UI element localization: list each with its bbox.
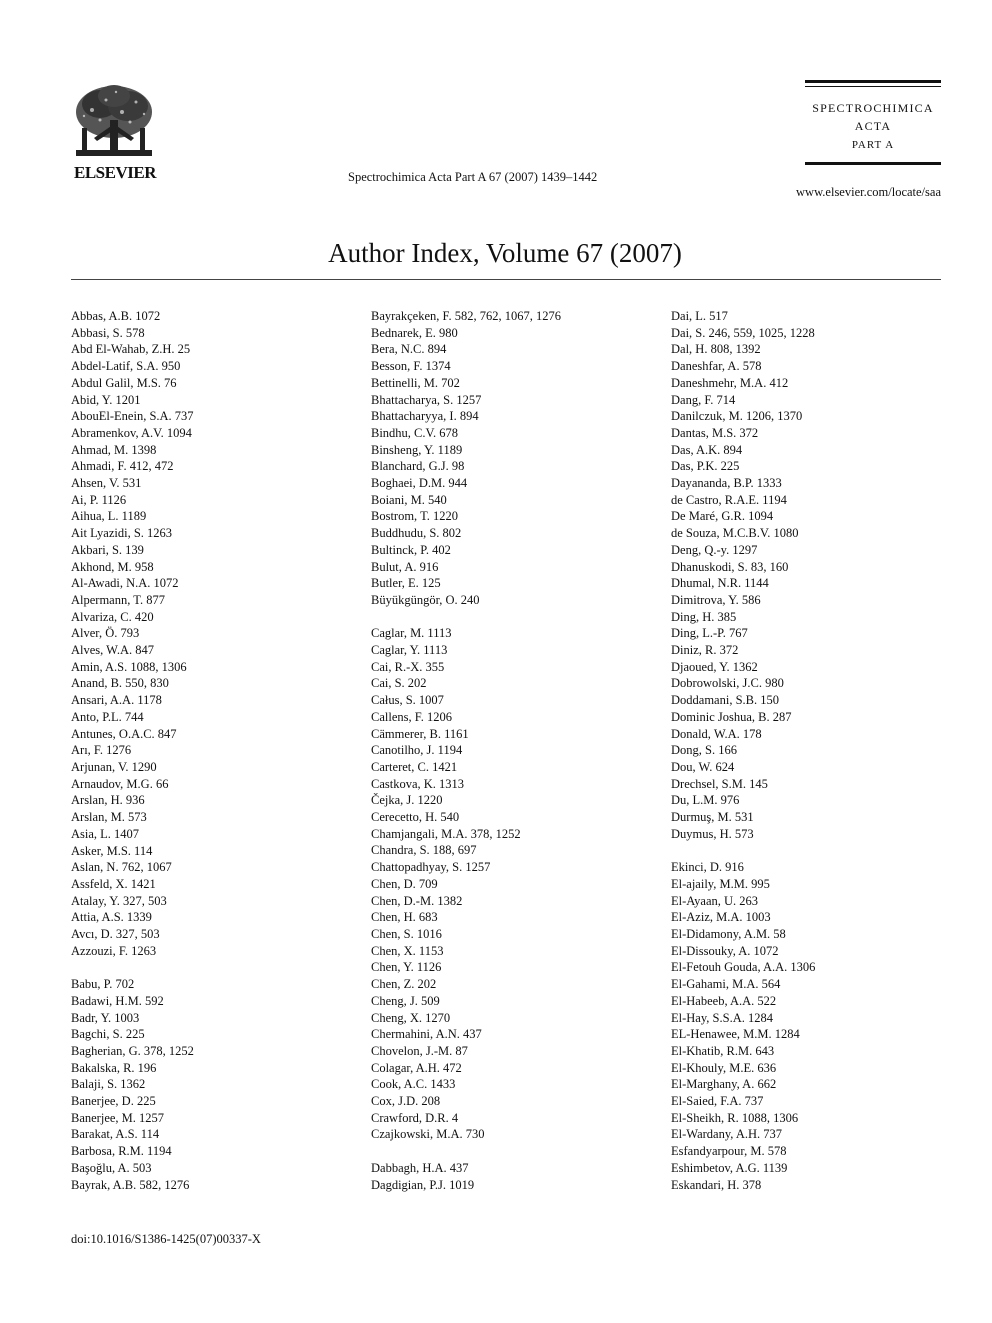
author-entry: Alpermann, T. 877 [71, 592, 165, 607]
journal-name [805, 99, 941, 135]
author-entry: Dai, S. 246, 559, 1025, 1228 [671, 325, 815, 340]
author-entry: Blanchard, G.J. 98 [371, 459, 465, 474]
author-entry: Cox, J.D. 208 [371, 1094, 441, 1109]
author-entry: Cai, R.-X. 355 [371, 659, 445, 674]
author-entry: Carteret, C. 1421 [371, 759, 458, 774]
author-entry: Ahmadi, F. 412, 472 [71, 459, 174, 474]
author-index-column-2 [371, 308, 661, 1193]
author-entry: Banerjee, D. 225 [71, 1094, 156, 1109]
author-entry: El-Habeeb, A.A. 522 [671, 993, 777, 1008]
author-entry: Daneshfar, A. 578 [671, 359, 762, 374]
masthead-rule [805, 86, 941, 87]
author-entry: Diniz, R. 372 [671, 643, 739, 658]
author-entry: Canotilho, J. 1194 [371, 743, 463, 758]
author-entry: Čejka, J. 1220 [371, 793, 443, 808]
author-entry: AbouEl-Enein, S.A. 737 [71, 409, 194, 424]
author-entry: Ansari, A.A. 1178 [71, 693, 162, 708]
author-entry: Eskandari, H. 378 [671, 1177, 762, 1192]
author-entry: de Souza, M.C.B.V. 1080 [671, 526, 799, 541]
author-entry: El-Ayaan, U. 263 [671, 893, 759, 908]
author-entry: El-Sheikh, R. 1088, 1306 [671, 1110, 799, 1125]
author-entry: Balaji, S. 1362 [71, 1077, 146, 1092]
author-entry: Dimitrova, Y. 586 [671, 592, 761, 607]
author-entry: Alver, Ö. 793 [71, 626, 140, 641]
author-entry: Ai, P. 1126 [71, 492, 127, 507]
author-entry: Alvariza, C. 420 [71, 609, 154, 624]
author-entry: Chen, X. 1153 [371, 943, 444, 958]
author-entry: Badr, Y. 1003 [71, 1010, 140, 1025]
author-entry: Deng, Q.-y. 1297 [671, 542, 758, 557]
author-entry: Abdel-Latif, S.A. 950 [71, 359, 181, 374]
author-entry: Bindhu, C.V. 678 [371, 425, 458, 440]
doi-link[interactable]: doi:10.1016/S1386-1425(07)00337-X [71, 1232, 261, 1246]
author-entry: Asia, L. 1407 [71, 826, 140, 841]
author-entry: Binsheng, Y. 1189 [371, 442, 463, 457]
author-index-column-3 [671, 308, 961, 1193]
author-entry: Anto, P.L. 744 [71, 709, 144, 724]
author-entry: Ahmad, M. 1398 [71, 442, 157, 457]
author-entry: Chandra, S. 188, 697 [371, 843, 477, 858]
author-entry: El-Marghany, A. 662 [671, 1077, 777, 1092]
author-entry: Eshimbetov, A.G. 1139 [671, 1160, 788, 1175]
page-title: Author Index, Volume 67 (2007) [328, 238, 682, 268]
author-entry: Cook, A.C. 1433 [371, 1077, 456, 1092]
author-entry: Anand, B. 550, 830 [71, 676, 169, 691]
author-entry: Abbasi, S. 578 [71, 325, 145, 340]
author-entry: Dagdigian, P.J. 1019 [371, 1177, 475, 1192]
author-entry: Cämmerer, B. 1161 [371, 726, 469, 741]
author-entry: Chen, H. 683 [371, 910, 438, 925]
author-entry: Dhanuskodi, S. 83, 160 [671, 559, 789, 574]
author-entry: El-Dissouky, A. 1072 [671, 943, 779, 958]
author-entry: Chen, Y. 1126 [371, 960, 442, 975]
author-entry: Duymus, H. 573 [671, 826, 754, 841]
author-entry: Asker, M.S. 114 [71, 843, 153, 858]
journal-name-line: ACTA [854, 119, 892, 133]
author-entry: Ahsen, V. 531 [71, 476, 142, 491]
author-entry: Buddhudu, S. 802 [371, 526, 462, 541]
author-entry: Daneshmehr, M.A. 412 [671, 375, 789, 390]
author-entry: Amin, A.S. 1088, 1306 [71, 659, 187, 674]
author-entry: Dai, L. 517 [671, 309, 728, 323]
author-entry: Arslan, M. 573 [71, 810, 147, 825]
author-entry: Atalay, Y. 327, 503 [71, 893, 167, 908]
author-entry: Ait Lyazidi, S. 1263 [71, 526, 173, 541]
author-entry: Aihua, L. 1189 [71, 509, 147, 524]
author-entry: Avcı, D. 327, 503 [71, 927, 160, 942]
author-entry: Dabbagh, H.A. 437 [371, 1160, 469, 1175]
author-entry: Esfandyarpour, M. 578 [671, 1144, 787, 1159]
author-entry: Abramenkov, A.V. 1094 [71, 425, 192, 440]
author-entry: Arjunan, V. 1290 [71, 759, 157, 774]
author-entry: Caglar, M. 1113 [371, 626, 452, 641]
author-entry: Bera, N.C. 894 [371, 342, 447, 357]
author-entry: Bayrakçeken, F. 582, 762, 1067, 1276 [371, 309, 561, 323]
journal-citation: Spectrochimica Acta Part A 67 (2007) 1439–1442 [348, 170, 598, 184]
author-entry: Dou, W. 624 [671, 759, 735, 774]
author-entry: Ekinci, D. 916 [671, 860, 744, 875]
author-entry: Caglar, Y. 1113 [371, 643, 448, 658]
author-entry: Djaoued, Y. 1362 [671, 659, 758, 674]
author-entry: Bednarek, E. 980 [371, 325, 458, 340]
journal-part: PART A [851, 139, 895, 151]
author-entry: Assfeld, X. 1421 [71, 876, 156, 891]
author-entry: Crawford, D.R. 4 [371, 1110, 459, 1125]
author-entry: Dhumal, N.R. 1144 [671, 576, 769, 591]
author-entry: Chattopadhyay, S. 1257 [371, 860, 491, 875]
author-entry: Başoğlu, A. 503 [71, 1160, 152, 1175]
masthead-rule [805, 162, 941, 165]
author-entry: Bhattacharya, S. 1257 [371, 392, 482, 407]
title-divider [71, 279, 941, 280]
author-entry: Barbosa, R.M. 1194 [71, 1144, 172, 1159]
author-entry: Chermahini, A.N. 437 [371, 1027, 482, 1042]
author-entry: Arı, F. 1276 [71, 743, 132, 758]
author-entry: Dobrowolski, J.C. 980 [671, 676, 784, 691]
elsevier-logo [66, 82, 164, 182]
author-entry: Bagchi, S. 225 [71, 1027, 145, 1042]
author-entry: Donald, W.A. 178 [671, 726, 762, 741]
author-entry: Bettinelli, M. 702 [371, 375, 460, 390]
author-entry: Chen, S. 1016 [371, 927, 442, 941]
journal-url-link[interactable]: www.elsevier.com/locate/saa [796, 185, 941, 199]
author-index-column-1 [71, 308, 361, 1193]
author-entry: Drechsel, S.M. 145 [671, 776, 768, 791]
author-entry: Castkova, K. 1313 [371, 776, 465, 791]
author-entry: Dong, S. 166 [671, 743, 737, 758]
author-entry: El-Didamony, A.M. 58 [671, 927, 786, 941]
author-entry: Dayananda, B.P. 1333 [671, 476, 782, 491]
author-entry: Colagar, A.H. 472 [371, 1060, 462, 1075]
author-entry: Bulut, A. 916 [371, 559, 439, 574]
author-entry: Chen, D.-M. 1382 [371, 893, 463, 908]
author-entry: Arnaudov, M.G. 66 [71, 776, 169, 791]
author-entry: Abd El-Wahab, Z.H. 25 [71, 342, 191, 357]
author-entry: Dang, F. 714 [671, 392, 736, 407]
author-entry: Bostrom, T. 1220 [371, 509, 459, 524]
author-entry: Chen, Z. 202 [371, 977, 437, 992]
author-entry: Bultinck, P. 402 [371, 542, 451, 557]
author-entry: Das, P.K. 225 [671, 459, 740, 474]
author-entry: El-Saied, F.A. 737 [671, 1094, 764, 1109]
author-entry: El-Fetouh Gouda, A.A. 1306 [671, 960, 816, 975]
author-entry: Antunes, O.A.C. 847 [71, 726, 177, 741]
author-entry: Durmuş, M. 531 [671, 810, 754, 825]
masthead-rule [805, 80, 941, 83]
author-entry: Aslan, N. 762, 1067 [71, 860, 172, 875]
author-entry: Al-Awadi, N.A. 1072 [71, 576, 179, 591]
author-entry: Całus, S. 1007 [371, 693, 444, 708]
author-entry: Bagherian, G. 378, 1252 [71, 1043, 194, 1058]
author-entry: Bhattacharyya, I. 894 [371, 409, 479, 424]
author-entry: Attia, A.S. 1339 [71, 910, 152, 925]
author-entry: Abdul Galil, M.S. 76 [71, 375, 177, 390]
author-entry: Akhond, M. 958 [71, 559, 154, 574]
author-entry: Ding, L.-P. 767 [671, 626, 748, 641]
author-entry: Danilczuk, M. 1206, 1370 [671, 409, 803, 424]
author-entry: Ding, H. 385 [671, 609, 737, 624]
author-entry: El-ajaily, M.M. 995 [671, 876, 770, 891]
author-entry: Doddamani, S.B. 150 [671, 693, 779, 708]
author-entry: Badawi, H.M. 592 [71, 993, 164, 1008]
elsevier-tree-icon [70, 82, 158, 162]
publisher-wordmark: ELSEVIER [74, 163, 156, 182]
author-entry: Babu, P. 702 [71, 977, 135, 992]
author-entry: Akbari, S. 139 [71, 542, 144, 557]
author-entry: Cheng, X. 1270 [371, 1010, 451, 1025]
author-entry: El-Khouly, M.E. 636 [671, 1060, 777, 1075]
author-entry: Cai, S. 202 [371, 676, 427, 691]
author-entry: Czajkowski, M.A. 730 [371, 1127, 485, 1142]
author-entry: Das, A.K. 894 [671, 442, 743, 457]
author-entry: Azzouzi, F. 1263 [71, 943, 157, 958]
author-entry: Cheng, J. 509 [371, 993, 440, 1008]
author-entry: Dantas, M.S. 372 [671, 425, 759, 440]
author-entry: Chamjangali, M.A. 378, 1252 [371, 826, 521, 841]
author-entry: Büyükgüngör, O. 240 [371, 592, 480, 607]
author-entry: El-Hay, S.S.A. 1284 [671, 1010, 773, 1025]
author-entry: Butler, E. 125 [371, 576, 441, 591]
author-entry: Banerjee, M. 1257 [71, 1110, 165, 1125]
author-entry: El-Aziz, M.A. 1003 [671, 910, 771, 925]
author-entry: De Maré, G.R. 1094 [671, 509, 774, 524]
author-entry: El-Gahami, M.A. 564 [671, 977, 781, 992]
author-entry: Barakat, A.S. 114 [71, 1127, 160, 1142]
author-entry: Besson, F. 1374 [371, 359, 451, 374]
author-entry: de Castro, R.A.E. 1194 [671, 492, 787, 507]
author-entry: Boiani, M. 540 [371, 492, 447, 507]
author-entry: Dominic Joshua, B. 287 [671, 709, 792, 724]
author-entry: Chovelon, J.-M. 87 [371, 1043, 468, 1058]
author-entry: Dal, H. 808, 1392 [671, 342, 761, 357]
author-entry: EL-Henawee, M.M. 1284 [671, 1027, 800, 1042]
author-entry: Arslan, H. 936 [71, 793, 145, 808]
author-entry: El-Wardany, A.H. 737 [671, 1127, 783, 1142]
author-entry: Du, L.M. 976 [671, 793, 740, 808]
author-entry: Abbas, A.B. 1072 [71, 309, 161, 323]
journal-name-line: SPECTROCHIMICA [812, 101, 934, 115]
author-entry: El-Khatib, R.M. 643 [671, 1043, 775, 1058]
author-entry: Boghaei, D.M. 944 [371, 476, 468, 491]
author-entry: Bakalska, R. 196 [71, 1060, 157, 1075]
author-entry: Abid, Y. 1201 [71, 392, 141, 407]
author-entry: Chen, D. 709 [371, 876, 438, 891]
author-entry: Alves, W.A. 847 [71, 643, 154, 658]
author-entry: Bayrak, A.B. 582, 1276 [71, 1177, 190, 1192]
author-entry: Cerecetto, H. 540 [371, 810, 460, 825]
author-entry: Callens, F. 1206 [371, 709, 452, 724]
journal-masthead [805, 80, 941, 165]
